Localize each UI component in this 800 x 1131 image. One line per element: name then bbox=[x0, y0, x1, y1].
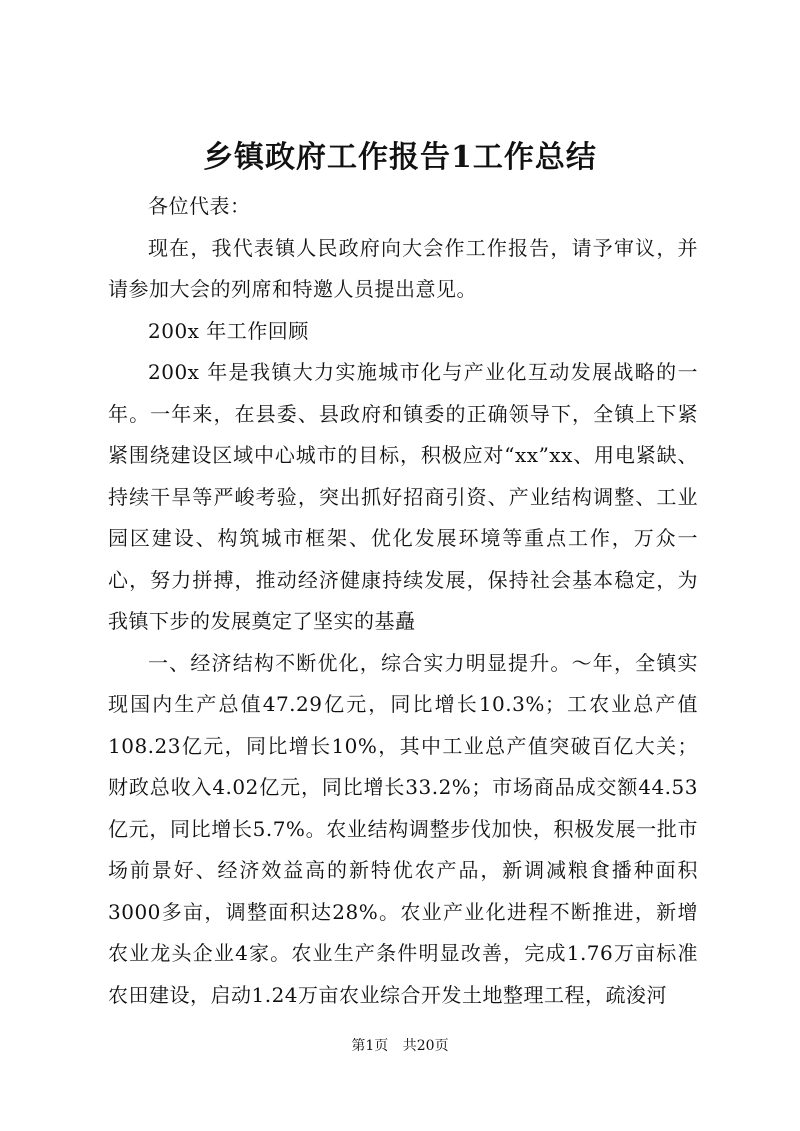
salutation-paragraph: 各位代表： bbox=[148, 194, 251, 218]
review-paragraph: 200x 年是我镇大力实施城市化与产业化互动发展战略的一年。一年来，在县委、县政府和镇委的正确领导下，全镇上下紧紧围绕建设区域中心城市的目标，积极应对“xx”xx、用电紧缺、持续干旱等严峻考验，突出抓好招商引资、产业结构调整、工业园区建设、构筑城市框架、优化发展环境等重点工作，万众一心，努力拼搏，推动经济健康持续发展，保持社会基本稳定，为我镇下步的发展奠定了坚实的基矗 bbox=[108, 360, 698, 633]
economy-paragraph: 一、经济结构不断优化，综合实力明显提升。～年，全镇实现国内生产总值47.29亿元，同比增长10.3%；工农业总产值108.23亿元，同比增长10%，其中工业总产值突破百亿大关；财政总收入4.02亿元，同比增长33.2%；市场商品成交额44.53亿元，同比增长5.7%。农业结构调整步伐加快，积极发展一批市场前景好、经济效益高的新特优农产品，新调减粮食播种面积3000多亩，调整面积达28%。农业产业化进程不断推进，新增农业龙头企业4家。农业生产条件明显改善，完成1.76万亩标准农田建设，启动1.24万亩农业综合开发土地整理工程，疏浚河 bbox=[108, 650, 698, 1007]
document-body bbox=[108, 186, 698, 1016]
page-number: 第1页 bbox=[351, 1038, 389, 1054]
intro-paragraph: 现在，我代表镇人民政府向大会作工作报告，请予审议，并请参加大会的列席和特邀人员提出意见。 bbox=[108, 235, 698, 301]
section-heading-review: 200x 年工作回顾 bbox=[148, 318, 309, 343]
page-footer bbox=[0, 1036, 800, 1056]
document-title: 乡镇政府工作报告1工作总结 bbox=[203, 140, 597, 175]
page-total: 共20页 bbox=[402, 1038, 449, 1054]
